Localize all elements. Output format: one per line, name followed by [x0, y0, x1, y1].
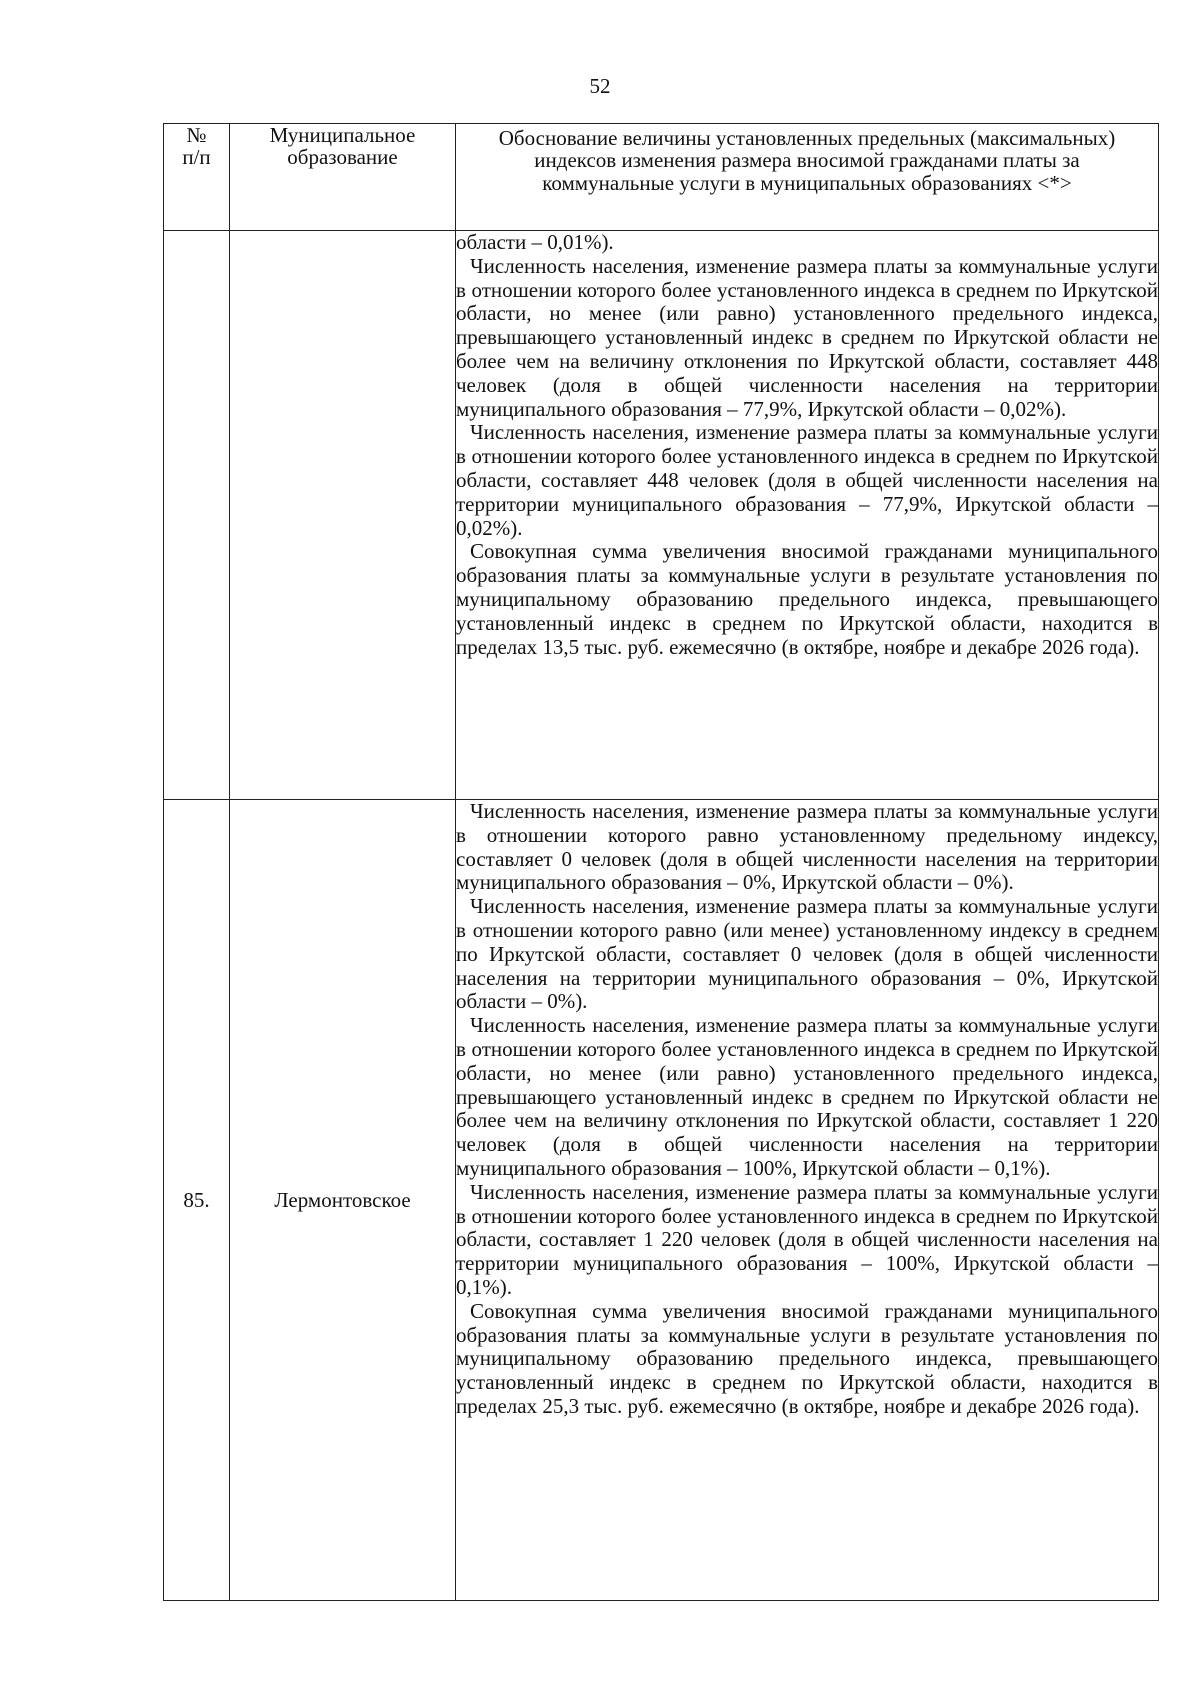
- header-num-label: № п/п: [182, 123, 211, 169]
- paragraph: Численность населения, изменение размера платы за коммунальные услуги в отношении которого более установленного индекса в среднем по Иркутской области, но менее (или равно) установленного предельного индекса, превышающего установленный индекс в среднем по Иркутской области не более чем на величину отклонения по Иркутской области, составляет 448 человек (доля в общей численности населения на территории муниципального образования – 77,9%, Иркутской области – 0,02%).: [456, 253, 1158, 421]
- header-justification-label: Обоснование величины установленных предельных (максимальных) индексов изменения размера вносимой гражданами платы за коммунальные услуги в муниципальных образованиях <*>: [498, 126, 1116, 195]
- row-num-cell: 85.: [164, 800, 230, 1601]
- header-justification: [456, 124, 1159, 231]
- paragraph: Численность населения, изменение размера платы за коммунальные услуги в отношении которого более установленного индекса в среднем по Иркутской области, составляет 448 человек (доля в общей численности населения на территории муниципального образования – 77,9%, Иркутской области – 0,02%).: [456, 420, 1158, 540]
- row-justification-cell: [456, 800, 1159, 1601]
- paragraph: Численность населения, изменение размера платы за коммунальные услуги в отношении которого равно (или менее) установленному индексу в среднем по Иркутской области, составляет 0 человек (доля в общей численности населения на территории муниципального образования – 0%, Иркутской области – 0%).: [456, 894, 1158, 1014]
- paragraph: Совокупная сумма увеличения вносимой гражданами муниципального образования платы за коммунальные услуги в результате установления по муниципальному образованию предельного индекса, превышающего установленный индекс в среднем по Иркутской области, находится в пределах 25,3 тыс. руб. ежемесячно (в октябре, ноябре и декабре 2026 года).: [456, 1298, 1158, 1418]
- table-header-row: [164, 124, 1159, 231]
- table-row: [164, 231, 1159, 800]
- table-row: [164, 800, 1159, 1601]
- row-num-cell: [164, 231, 230, 800]
- paragraph: Численность населения, изменение размера платы за коммунальные услуги в отношении которого более установленного индекса в среднем по Иркутской области, составляет 1 220 человек (доля в общей численности населения на территории муниципального образования – 100%, Иркутской области – 0,1%).: [456, 1179, 1158, 1299]
- page-number: 52: [589, 74, 611, 98]
- paragraph: области – 0,01%).: [456, 230, 614, 254]
- row-municipality-cell: Лермонтовское: [230, 800, 456, 1601]
- header-municipality-label: Муниципальное образование: [269, 123, 416, 169]
- paragraph: Численность населения, изменение размера платы за коммунальные услуги в отношении которого более установленного индекса в среднем по Иркутской области, но менее (или равно) установленного предельного индекса, превышающего установленный индекс в среднем по Иркутской области не более чем на величину отклонения по Иркутской области, составляет 1 220 человек (доля в общей численности населения на территории муниципального образования – 100%, Иркутской области – 0,1%).: [456, 1013, 1158, 1180]
- row-justification-cell: [456, 231, 1159, 800]
- paragraph: Численность населения, изменение размера платы за коммунальные услуги в отношении которого равно установленному предельному индексу, составляет 0 человек (доля в общей численности населения на территории муниципального образования – 0%, Иркутской области – 0%).: [456, 799, 1158, 895]
- header-num: [164, 124, 230, 231]
- row-municipality-cell: [230, 231, 456, 800]
- header-municipality: [230, 124, 456, 231]
- paragraph: Совокупная сумма увеличения вносимой гражданами муниципального образования платы за коммунальные услуги в результате установления по муниципальному образованию предельного индекса, превышающего установленный индекс в среднем по Иркутской области, находится в пределах 13,5 тыс. руб. ежемесячно (в октябре, ноябре и декабре 2026 года).: [456, 539, 1158, 659]
- tariff-index-table: [163, 123, 1159, 1601]
